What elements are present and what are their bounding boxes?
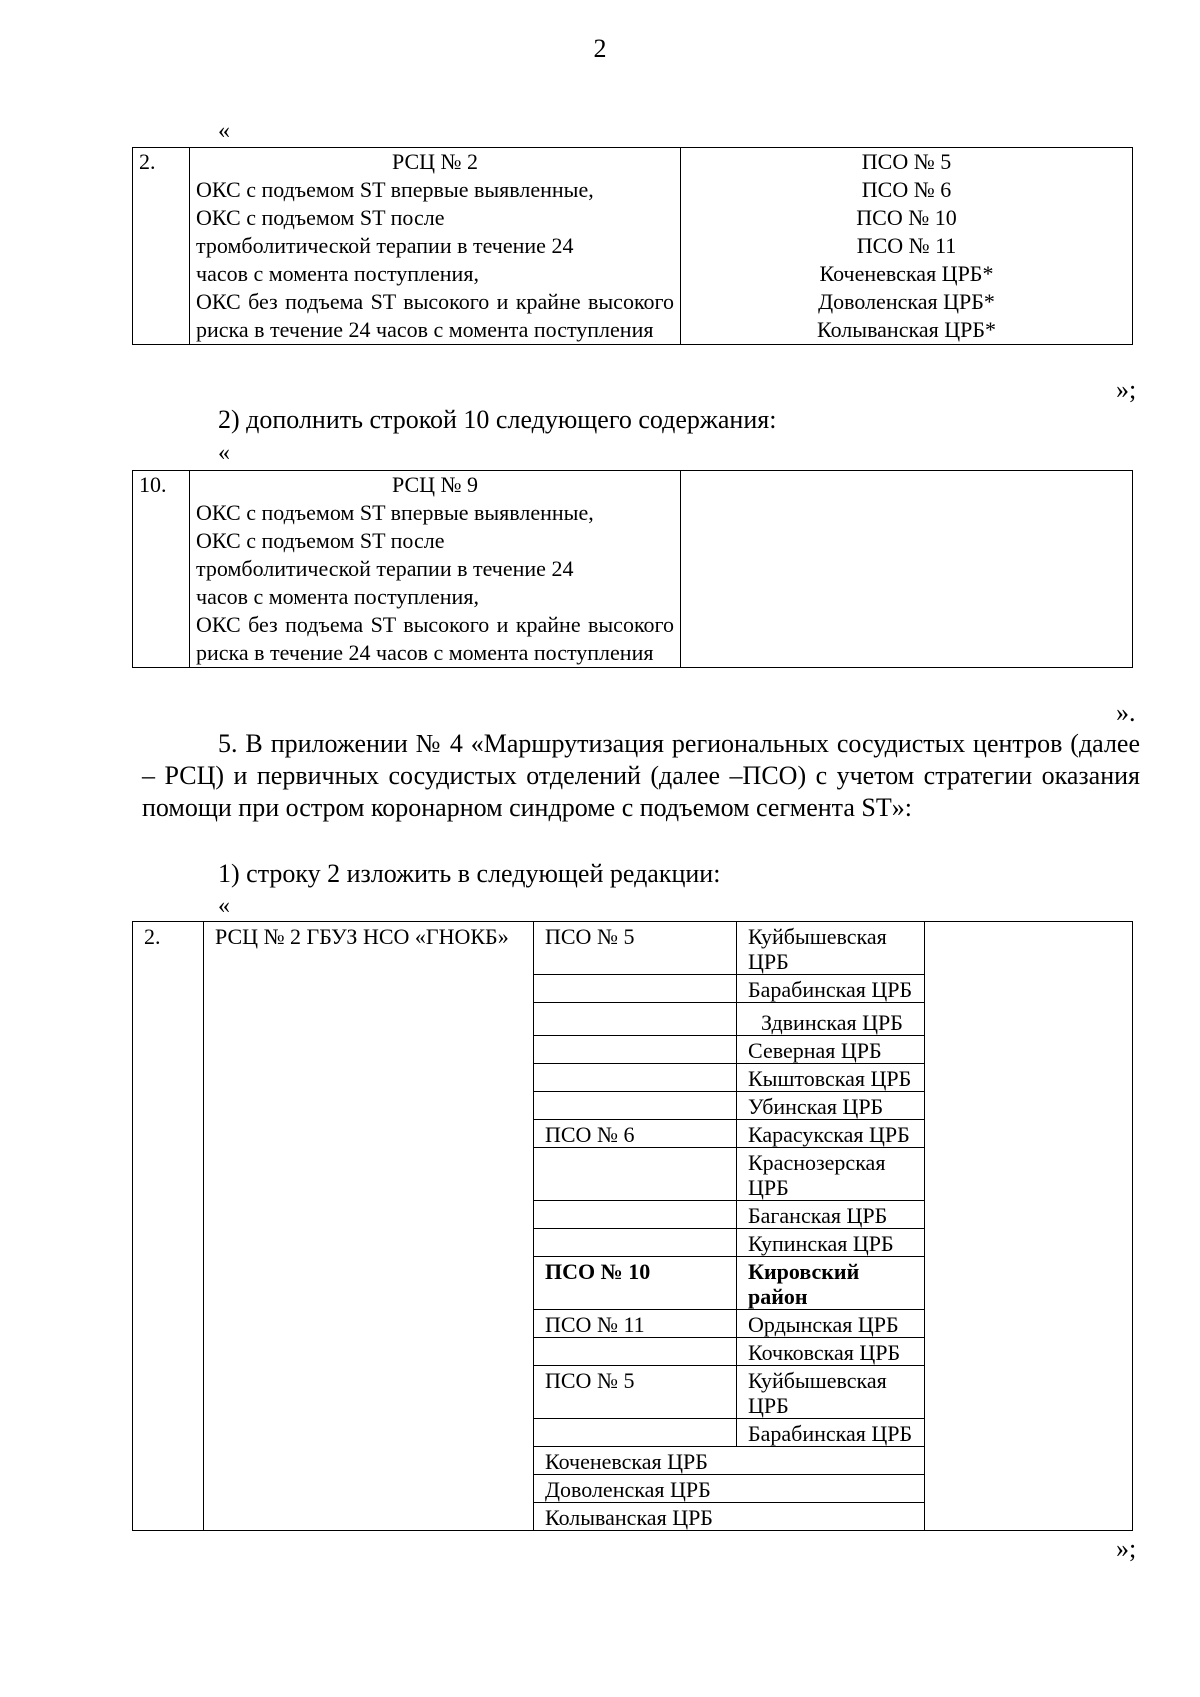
line: ОКС с подъемом ST впервые выявленные, [196, 500, 594, 525]
table-row [133, 148, 1133, 345]
pso-item: Доволенская ЦРБ* [818, 289, 995, 314]
line: тромболитической терапии в течение 24 [196, 556, 574, 581]
line: ОКС с подъемом ST после [196, 205, 445, 230]
close-quote: »; [1116, 1534, 1137, 1563]
table-row [133, 471, 1133, 668]
line: ОКС без подъема ST высокого и крайне высокого риска в течение 24 часов с момента поступления [196, 612, 674, 665]
crb-cell: Убинская ЦРБ [737, 1092, 925, 1120]
close-quote: »; [1116, 375, 1137, 404]
crb-cell: Карасукская ЦРБ [737, 1120, 925, 1148]
merged-crb-cell: Колыванская ЦРБ [534, 1503, 925, 1531]
merged-crb-cell: Коченевская ЦРБ [534, 1447, 925, 1475]
paragraph-5: 5. В приложении № 4 «Маршрутизация региональных сосудистых центров (далее – РСЦ) и первичных сосудистых отделений (далее –ПСО) с учетом стратегии оказания помощи при остром коронарном синдроме с подъемом сегмента ST»: [142, 729, 1140, 822]
pso-cell [534, 1338, 737, 1366]
pso-cell [534, 1003, 737, 1036]
pso-cell: ПСО № 6 [534, 1120, 737, 1148]
crb-cell: Кировский район [737, 1257, 925, 1310]
table-rsc-9 [132, 470, 1133, 668]
pso-cell: ПСО № 11 [534, 1310, 737, 1338]
crb-cell: Северная ЦРБ [737, 1036, 925, 1064]
line: часов с момента поступления, [196, 261, 479, 286]
pso-cell [534, 1064, 737, 1092]
table-rsc-2 [132, 147, 1133, 345]
crb-cell: Купинская ЦРБ [737, 1229, 925, 1257]
rsc-title: РСЦ № 9 [391, 472, 479, 497]
row-number: 2. [133, 148, 190, 345]
line: тромболитической терапии в течение 24 [196, 233, 574, 258]
pso-list [681, 148, 1133, 345]
open-quote: « [218, 118, 230, 144]
pso-cell [534, 1201, 737, 1229]
pso-cell [534, 975, 737, 1003]
pso-item: Колыванская ЦРБ* [817, 317, 996, 342]
rsc-name: РСЦ № 2 ГБУЗ НСО «ГНОКБ» [204, 922, 534, 1531]
crb-cell: Куйбышевская ЦРБ [737, 922, 925, 975]
rsc-description [190, 148, 681, 345]
pso-cell: ПСО № 5 [534, 1366, 737, 1419]
crb-cell: Кыштовская ЦРБ [737, 1064, 925, 1092]
pso-cell [534, 1229, 737, 1257]
pso-item: ПСО № 11 [856, 233, 957, 258]
pso-cell: ПСО № 10 [534, 1257, 737, 1310]
pso-cell [534, 1419, 737, 1447]
empty-cell [681, 471, 1133, 668]
crb-cell: Барабинская ЦРБ [737, 975, 925, 1003]
routing-table [132, 921, 1133, 1531]
crb-cell: Краснозерская ЦРБ [737, 1148, 925, 1201]
pso-item: ПСО № 6 [861, 177, 952, 202]
table-row [133, 922, 1133, 975]
pso-item: ПСО № 5 [861, 149, 952, 174]
rsc-description [190, 471, 681, 668]
crb-cell: Куйбышевская ЦРБ [737, 1366, 925, 1419]
pso-item: ПСО № 10 [856, 205, 957, 230]
crb-cell: Кочковская ЦРБ [737, 1338, 925, 1366]
close-quote: ». [1116, 698, 1136, 727]
open-quote: « [218, 440, 230, 466]
merged-crb-cell: Доволенская ЦРБ [534, 1475, 925, 1503]
crb-cell: Ордынская ЦРБ [737, 1310, 925, 1338]
crb-cell: Здвинская ЦРБ [737, 1003, 925, 1036]
pso-cell [534, 1036, 737, 1064]
line: ОКС с подъемом ST после [196, 528, 445, 553]
rsc-title: РСЦ № 2 [391, 149, 479, 174]
crb-cell: Баганская ЦРБ [737, 1201, 925, 1229]
crb-cell: Барабинская ЦРБ [737, 1419, 925, 1447]
line: ОКС без подъема ST высокого и крайне высокого риска в течение 24 часов с момента поступления [196, 289, 674, 342]
pso-cell [534, 1148, 737, 1201]
row-number: 2. [133, 922, 204, 1531]
line: ОКС с подъемом ST впервые выявленные, [196, 177, 594, 202]
open-quote: « [218, 893, 230, 919]
pso-cell [534, 1092, 737, 1120]
empty-cell [925, 922, 1133, 1531]
amendment-item-2: 2) дополнить строкой 10 следующего содержания: [218, 405, 777, 434]
line: часов с момента поступления, [196, 584, 479, 609]
row-number: 10. [133, 471, 190, 668]
page-number: 2 [593, 34, 607, 63]
pso-item: Коченевская ЦРБ* [819, 261, 994, 286]
amendment-item-1: 1) строку 2 изложить в следующей редакции: [218, 859, 721, 888]
pso-cell: ПСО № 5 [534, 922, 737, 975]
